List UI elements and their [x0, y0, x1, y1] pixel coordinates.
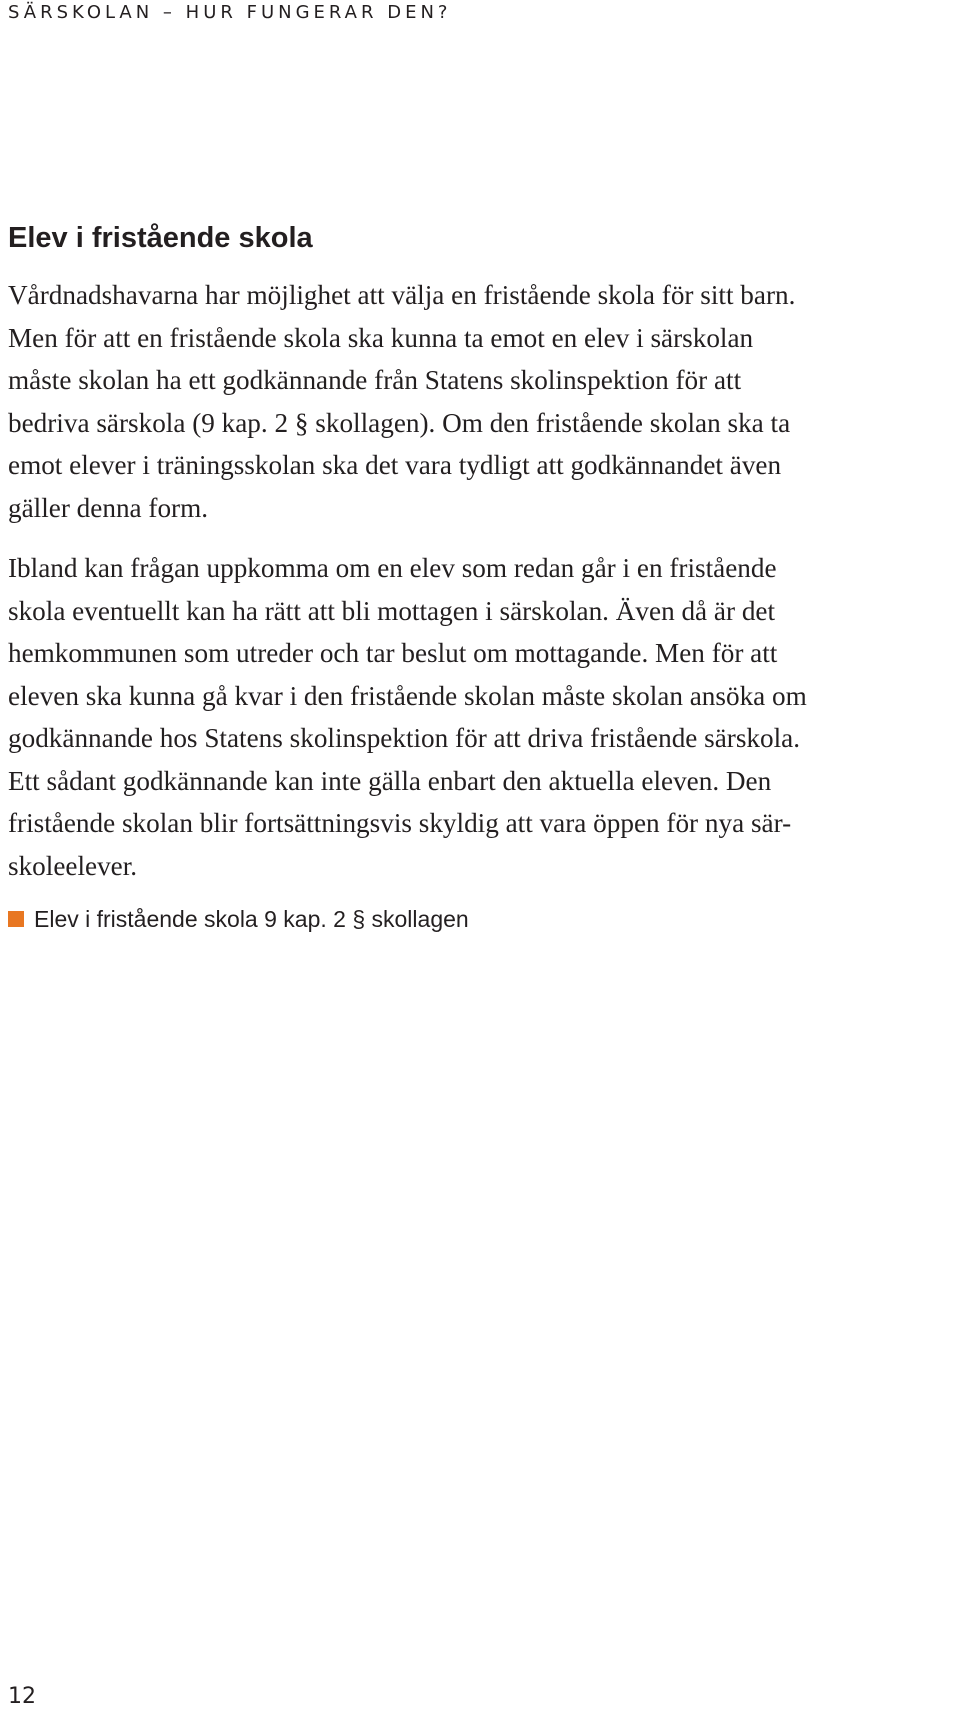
paragraph-line: eleven ska kunna gå kvar i den fristående skolan måste skolan ansöka om [8, 680, 807, 711]
paragraph-2 [8, 547, 958, 887]
law-reference [8, 903, 469, 935]
paragraph-line: skola eventuellt kan ha rätt att bli mottagen i särskolan. Även då är det [8, 595, 776, 626]
paragraph-line: godkännande hos Statens skolinspektion för att driva fristående särskola. [8, 723, 801, 753]
running-header: SÄRSKOLAN – HUR FUNGERAR DEN? [8, 2, 452, 23]
paragraph-line: måste skolan ha ett godkännande från Statens skolinspektion för att [8, 365, 742, 395]
section-title: Elev i fristående skola [8, 222, 313, 254]
paragraph-line: fristående skolan blir fortsättningsvis skyldig att vara öppen för nya sär- [8, 808, 792, 838]
page-number: 12 [8, 1684, 36, 1709]
paragraph-line: bedriva särskola (9 kap. 2 § skollagen). Om den fristående skolan ska ta [8, 407, 791, 438]
paragraph-line: skoleelever. [8, 850, 138, 881]
paragraph-line: emot elever i träningsskolan ska det vara tydligt att godkännandet även [8, 450, 782, 480]
paragraph-line: Ett sådant godkännande kan inte gälla enbart den aktuella eleven. Den [8, 765, 772, 796]
paragraph-line: hemkommunen som utreder och tar beslut om mottagande. Men för att [8, 638, 778, 668]
law-reference-text: Elev i fristående skola 9 kap. 2 § skollagen [34, 906, 469, 932]
paragraph-1 [8, 274, 958, 529]
paragraph-line: gäller denna form. [8, 492, 209, 523]
paragraph-line: Men för att en fristående skola ska kunna ta emot en elev i särskolan [8, 322, 754, 353]
paragraph-line: Ibland kan frågan uppkomma om en elev som redan går i en fristående [8, 553, 777, 583]
orange-square-icon [8, 911, 24, 927]
paragraph-line: Vårdnadshavarna har möjlighet att välja en fristående skola för sitt barn. [8, 280, 796, 310]
